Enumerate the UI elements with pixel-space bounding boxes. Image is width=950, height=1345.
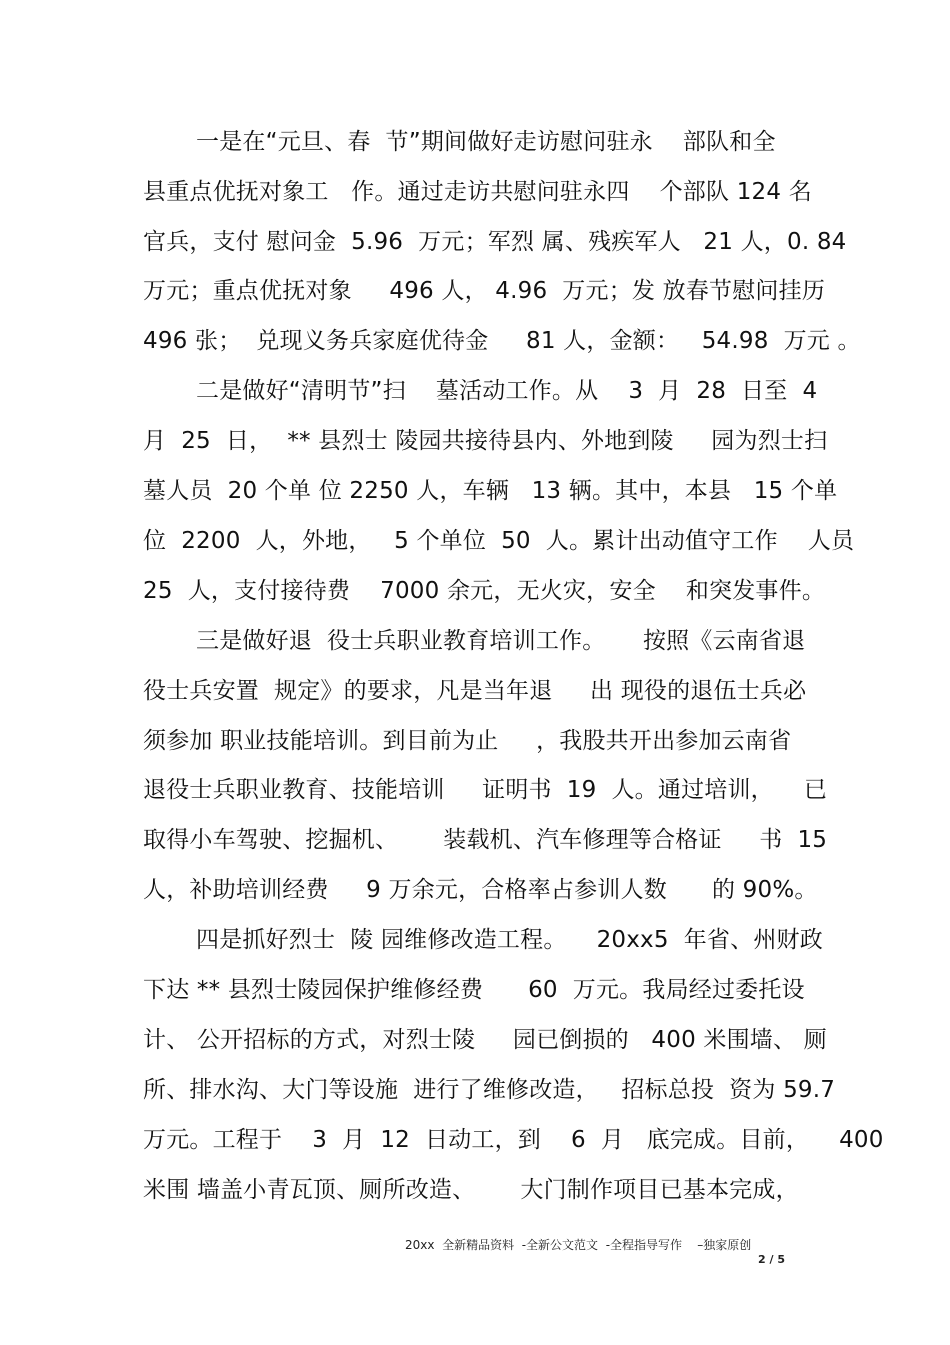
body-line: 计、 公开招标的方式，对烈士陵 园已倒损的 400 米围墙、 厕 <box>143 1027 827 1053</box>
body-line: 取得小车驾驶、挖掘机、 装载机、汽车修理等合格证 书 15 <box>143 827 828 853</box>
body-line: 官兵，支付 慰问金 5.96 万元；军烈 属、残疾军人 21 人，0. 84 <box>143 229 847 255</box>
body-line: 25 人，支付接待费 7000 余元，无火灾，安全 和突发事件。 <box>143 578 826 604</box>
body-line: 墓人员 20 个单 位 2250 人，车辆 13 辆。其中，本县 15 个单 <box>143 478 838 504</box>
body-line: 县重点优抚对象工 作。通过走访共慰问驻永四 个部队 124 名 <box>143 179 812 205</box>
body-line: 万元；重点优抚对象 496 人， 4.96 万元；发 放春节慰问挂历 <box>143 278 826 304</box>
body-line: 位 2200 人，外地， 5 个单位 50 人。累计出动值守工作 人员 <box>143 528 855 554</box>
body-line: 二是做好“清明节”扫 墓活动工作。从 3 月 28 日至 4 <box>196 378 818 404</box>
body-line: 人，补助培训经费 9 万余元，合格率占参训人数 的 90%。 <box>143 877 818 903</box>
page-number: 2 / 5 <box>758 1253 785 1266</box>
footer-text: 20xx 全新精品资料 -全新公文范文 -全程指导写作 –独家原创 <box>405 1238 752 1252</box>
body-line: 496 张； 兑现义务兵家庭优待金 81 人，金额： 54.98 万元 。 <box>143 328 861 354</box>
body-line: 一是在“元旦、春 节”期间做好走访慰问驻永 部队和全 <box>196 129 776 155</box>
body-line: 下达 ** 县烈士陵园保护维修经费 60 万元。我局经过委托设 <box>143 977 805 1003</box>
body-line: 月 25 日， ** 县烈士 陵园共接待县内、外地到陵 园为烈士扫 <box>143 428 828 454</box>
body-line: 万元。工程于 3 月 12 日动工，到 6 月 底完成。目前， 400 <box>143 1127 884 1153</box>
body-line: 退役士兵职业教育、技能培训 证明书 19 人。通过培训， 已 <box>143 777 828 803</box>
body-line: 三是做好退 役士兵职业教育培训工作。 按照《云南省退 <box>196 628 806 654</box>
body-line: 须参加 职业技能培训。到目前为止 ，我股共开出参加云南省 <box>143 728 792 754</box>
body-line: 四是抓好烈士 陵 园维修改造工程。 20xx5 年省、州财政 <box>196 927 823 953</box>
body-line: 米围 墙盖小青瓦顶、厕所改造、 大门制作项目已基本完成， <box>143 1177 799 1203</box>
body-line: 所、排水沟、大门等设施 进行了维修改造， 招标总投 资为 59.7 <box>143 1077 836 1103</box>
body-line: 役士兵安置 规定》的要求，凡是当年退 出 现役的退伍士兵必 <box>143 678 807 704</box>
